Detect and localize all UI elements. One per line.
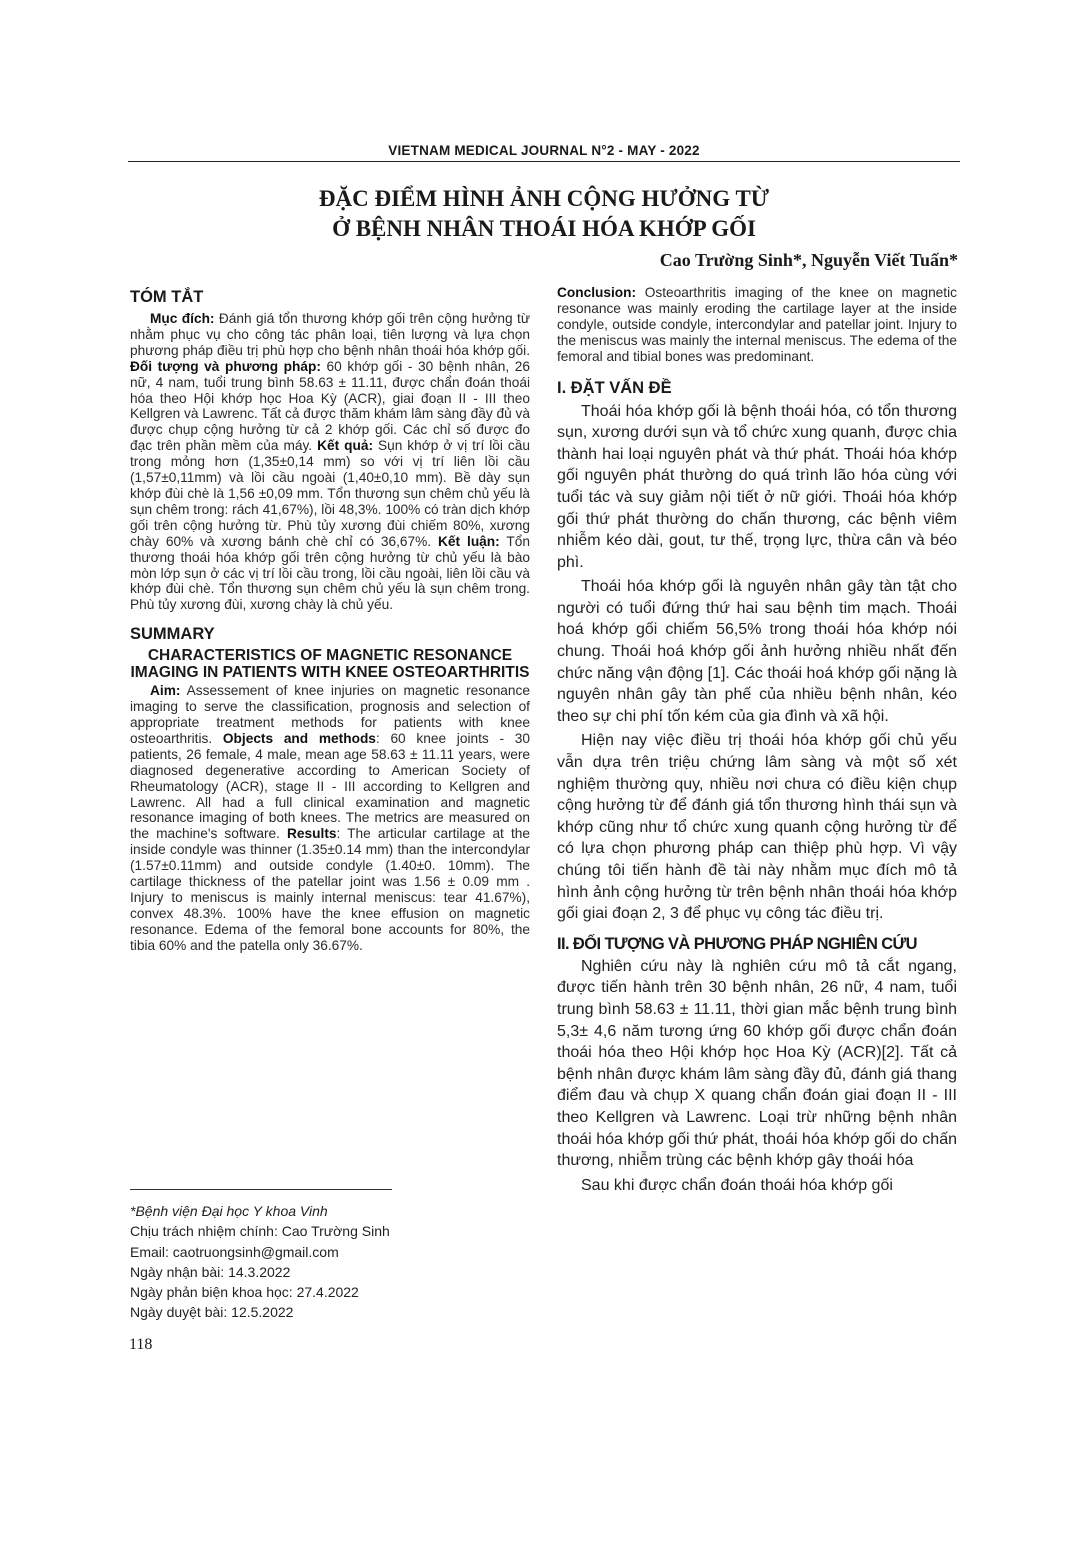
vn-conclusion-text: Tổn thương thoái hóa khớp gối trên cộng hưởng từ chủ yếu là bào mòn lớp sụn ở các vị trí lồi cầu trong, lồi cầu ngoài, liên lồi cầu và khớp đùi chè. Tổn thương sụn chêm chủ yếu là sụn chêm trong. Phù tủy xương đùi, xương chày là chủ yếu. — [130, 533, 530, 613]
email-note: Email: caotruongsinh@gmail.com — [130, 1243, 339, 1260]
en-summary-body — [130, 683, 530, 953]
summary-title: CHARACTERISTICS OF MAGNETIC RESONANCE IMAGING IN PATIENTS WITH KNEE OSTEOARTHRITIS — [130, 647, 530, 682]
vn-methods-text: 60 khớp gối - 30 bệnh nhân, 26 nữ, 4 nam, tuổi trung bình 58.63 ± 11.11, được chẩn đoán thoái hóa theo Hội khớp học Hoa Kỳ (ACR), giai đoạn II - III theo Kellgren và Lawrenc. Tất cả được thăm khám lâm sàng đầy đủ và được chụp cộng hưởng từ cả 2 khớp gối. Các chỉ số được đo đạc trên phần mềm của máy. — [130, 358, 531, 454]
title-line-1: ĐẶC ĐIỂM HÌNH ẢNH CỘNG HƯỞNG TỪ — [318, 186, 770, 211]
header-rule — [128, 161, 960, 162]
en-results-label: Results — [287, 826, 337, 842]
en-methods-label: Objects and methods — [222, 730, 376, 746]
vn-results-text: Sụn khớp ở vị trí lồi cầu trong mỏng hơn (1,35±0,14 mm) so với vị trí liên lồi cầu (1,57±0,11mm) và lồi cầu ngoài (1,40±0,10 mm). Bề dày sụn khớp đùi chè là 1,56 ±0,09 mm. Tổn thương sụn chêm chủ yếu là sụn chêm trong: rách 41,67%), lồi 48,3%. 100% có tràn dịch khớp gối trên cộng hưởng từ. Phù tủy xương đùi chiếm 80%, xương chày 60% và xương bánh chè chỉ có 36,67%. — [130, 438, 530, 549]
en-aim-label: Aim: — [150, 683, 181, 699]
page-number: 118 — [129, 1336, 153, 1353]
vn-methods-label: Đối tượng và phương pháp: — [130, 358, 321, 374]
accepted-date-note: Ngày duyệt bài: 12.5.2022 — [130, 1304, 294, 1321]
left-column — [130, 288, 530, 954]
author-list: Cao Trường Sinh*, Nguyễn Viết Tuấn* — [659, 250, 958, 270]
section-2-paragraph-2: Sau khi được chẩn đoán thoái hóa khớp gối — [581, 1176, 893, 1194]
footnote-rule — [130, 1189, 392, 1190]
section-1-heading: I. ĐẶT VẤN ĐỀ — [557, 378, 672, 397]
article-title — [128, 184, 960, 244]
en-aim-text: Assessement of knee injuries on magnetic resonance imaging to serve the classification, prognosis and selection of appropriate treatment methods for patients with knee osteoarthritis. — [130, 683, 530, 746]
tom-tat-heading: TÓM TẮT — [130, 288, 204, 306]
vn-aim-label: Mục đích: — [150, 311, 215, 326]
en-methods-text: : 60 knee joints - 30 patients, 26 female, 4 male, mean age 58.63 ± 11.11 years, were diagnosed degenerative according to American Society of Rheumatology (ACR), stage II - III according to Kellgren and Lawrenc. All had a full clinical examination and magnetic resonance imaging of both knees. The metrics are measured on the machine's software. — [130, 730, 530, 842]
vn-aim-text: Đánh giá tổn thương khớp gối trên cộng hưởng từ nhằm phục vụ cho công tác phân loại, tiên lượng và lựa chọn phương pháp điều trị phù hợp cho bệnh nhân thoái hóa khớp gối. — [130, 311, 531, 358]
received-date-note: Ngày nhận bài: 14.3.2022 — [130, 1263, 291, 1280]
affiliation-note: *Bệnh viện Đại học Y khoa Vinh — [130, 1203, 328, 1219]
section-1-paragraph-2: Thoái hóa khớp gối là nguyên nhân gây tàn tật cho người có tuổi đứng thứ hai sau bệnh tim mạch. Thoái hoá khớp gối chiếm 56,5% trong thoái hóa khớp nói chung. Thoái hoá khớp gối ảnh hưởng nhiều nhất đến chức năng vận động [1]. Các thoái hoá khớp gối nặng là nguyên nhân gây tàn phế của nhiều bệnh nhân, kéo theo sự chi phí tốn kém của gia đình và xã hội. — [557, 578, 957, 725]
section-1-paragraph-3: Hiện nay việc điều trị thoái hóa khớp gối chủ yếu vẫn dựa trên triệu chứng lâm sàng và một số xét nghiệm thường quy, nhiều nơi chưa có điều kiện chụp cộng hưởng từ để đánh giá tổn thương hình thái sụn và khớp cũng như tổ chức xung quanh cộng hưởng từ để có lựa chọn phương pháp can thiệp phù hợp. Vì vậy chúng tôi tiến hành đề tài này nhằm mục đích mô tả hình ảnh cộng hưởng từ trên bệnh nhân thoái hóa khớp gối giai đoạn 2, 3 để phục vụ công tác điều trị. — [557, 732, 957, 923]
running-header: VIETNAM MEDICAL JOURNAL N°2 - MAY - 2022 — [388, 143, 700, 158]
title-line-2: Ở BỆNH NHÂN THOÁI HÓA KHỚP GỐI — [332, 216, 756, 241]
section-2-paragraph-1: Nghiên cứu này là nghiên cứu mô tả cắt ngang, được tiến hành trên 30 bệnh nhân, 26 nữ, 4 nam, tuổi trung bình 58.63 ± 11.11, thời gian mắc bệnh trung bình 5,3± 4,6 năm tương ứng 60 khớp gối được chẩn đoán thoái hóa theo Hội khớp học Hoa Kỳ (ACR)[2]. Tất cả bệnh nhân được khám lâm sàng đầy đủ, đánh giá thang điểm đau và chụp X quang chẩn đoán giai đoạn II - III theo Kellgren và Lawrenc. Loại trừ những bệnh nhân thoái hóa khớp gối thứ phát, thoái hóa khớp gối do chấn thương, nhiễm trùng các bệnh khớp gây thoái hóa — [557, 957, 957, 1170]
vn-abstract-body — [130, 311, 530, 613]
footnotes — [130, 1201, 530, 1323]
summary-heading: SUMMARY — [130, 625, 215, 644]
responsible-author-note: Chịu trách nhiệm chính: Cao Trường Sinh — [130, 1223, 390, 1240]
en-conclusion-text: Osteoarthritis imaging of the knee on magnetic resonance was mainly eroding the cartilage layer at the inside condyle, outside condyle, intercondylar and patellar joint. Injury to the meniscus was mainly the internal meniscus. The edema of the femoral and tibial bones was predominant. — [557, 285, 957, 364]
vn-results-label: Kết quả: — [317, 438, 373, 454]
en-conclusion-paragraph — [557, 285, 957, 365]
vn-conclusion-label: Kết luận: — [438, 533, 500, 549]
en-conclusion-label: Conclusion: — [557, 285, 637, 300]
en-results-text: : The articular cartilage at the inside condyle was thinner (1.35±0.14 mm) than the intercondylar (1.57±0.11mm) and outside condyle (1.40±0. 10mm). The cartilage thickness of the patellar joint was 1.56 ± 0.09 mm . Injury to meniscus is mainly internal meniscus: tear 41.67%), convex 48.3%. 100% have the knee effusion on magnetic resonance. Edema of the femoral bone accounts for 80%, the tibia 60% and the patella only 36.67%. — [130, 826, 530, 953]
review-date-note: Ngày phản biện khoa học: 27.4.2022 — [130, 1284, 359, 1301]
section-2-heading: II. ĐỐI TƯỢNG VÀ PHƯƠNG PHÁP NGHIÊN CỨU — [557, 934, 917, 953]
section-1-paragraph-1: Thoái hóa khớp gối là bệnh thoái hóa, có tổn thương sụn, xương dưới sụn và tổ chức xung quanh, được chia thành hai loại nguyên phát và thứ phát. Thoái hóa khớp gối nguyên phát thường do quá trình lão hóa cùng với tuổi tác và suy giảm nội tiết ở nữ giới. Thoái hóa khớp gối thứ phát thường do chấn thương, các bệnh viêm nhiễm kéo dài, gout, tư thế, trọng lực, thừa cân và béo phì. — [557, 402, 957, 571]
right-column — [557, 285, 957, 1196]
